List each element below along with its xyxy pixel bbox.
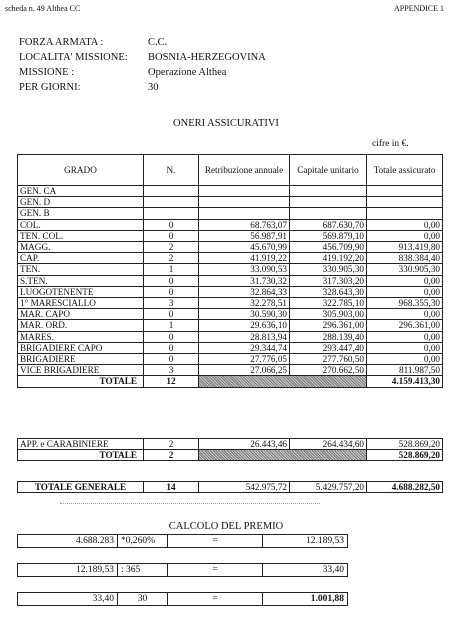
cell-capitale: 330.905,30 [290,264,367,275]
table-row [18,253,443,264]
missione-value: Operazione Althea [148,67,227,78]
cell-retribuzione: 26.443,46 [199,439,290,450]
cell-retribuzione: 56.987,91 [199,230,290,241]
cell-totale: 0,00 [367,354,443,365]
carabinieri-totale-value: 528.869,20 [367,450,443,461]
missione-label: MISSIONE : [19,67,75,78]
localita-label: LOCALITA' MISSIONE: [19,52,128,63]
cell-totale: 528.869,20 [367,439,443,450]
cell-n: 0 [144,354,199,365]
table-row [18,365,443,376]
generale-capitale: 5.429.757,20 [290,482,367,493]
cell-totale: 838.384,40 [367,253,443,264]
cell-n: 0 [144,286,199,297]
calcolo-row [18,593,348,606]
table-row [18,219,443,230]
cell-retribuzione [199,208,290,219]
carabinieri-table [17,438,443,461]
table-row [18,298,443,309]
table-row [18,354,443,365]
cell-retribuzione: 41.919,22 [199,253,290,264]
appendice-label: APPENDICE 1 [393,4,444,13]
cell-grado: LUOGOTENENTE [18,286,144,297]
cell-n: 0 [144,342,199,353]
table-row [18,439,443,450]
cell-capitale [290,197,367,208]
cell-n: 1 [144,264,199,275]
cell-totale: 330.905,30 [367,264,443,275]
cell-grado: MARES. [18,331,144,342]
cell-n: 0 [144,309,199,320]
header-retribuzione: Retribuzione annuale [199,155,290,186]
cell-grado: VICE BRIGADIERE [18,365,144,376]
cell-n: 2 [144,242,199,253]
calcolo-input: 4.688.283 [18,535,118,548]
table-row [18,286,443,297]
header-grado: GRADO [18,155,144,186]
generale-retribuzione: 542.975,72 [199,482,290,493]
carabinieri-hatched-cell [199,450,367,461]
cell-retribuzione: 45.670,99 [199,242,290,253]
cell-retribuzione [199,197,290,208]
cell-grado: COL. [18,219,144,230]
table-row [18,342,443,353]
cell-capitale: 270.662,50 [290,365,367,376]
cell-capitale: 419.192,20 [290,253,367,264]
totale-label: TOTALE [18,376,144,387]
cell-totale: 296.361,00 [367,320,443,331]
cell-capitale: 293.447,40 [290,342,367,353]
totale-generale-table [17,481,443,493]
calcolo-title: CALCOLO DEL PREMIO [168,521,284,532]
cell-grado: TEN. COL. [18,230,144,241]
cell-totale [367,208,443,219]
cell-retribuzione: 28.813,94 [199,331,290,342]
table-header-row [18,155,443,186]
forza-armata-label: FORZA ARMATA : [19,37,104,48]
cell-n: 2 [144,439,199,450]
cell-totale: 0,00 [367,331,443,342]
calcolo-input: 12.189,53 [18,564,118,577]
cell-grado: BRIGADIERE [18,354,144,365]
cell-retribuzione: 30.590,30 [199,309,290,320]
cell-totale: 913.419,80 [367,242,443,253]
cell-n: 0 [144,275,199,286]
cell-n: 3 [144,298,199,309]
calcolo-equals: = [168,564,263,577]
cell-grado: MAR. ORD. [18,320,144,331]
cell-grado: APP. e CARABINIERE [18,439,144,450]
cell-n: 2 [144,253,199,264]
calcolo-table-3 [17,592,348,606]
cell-capitale [290,208,367,219]
cell-retribuzione: 29.636,10 [199,320,290,331]
cell-grado: GEN. B [18,208,144,219]
totale-row [18,376,443,387]
calcolo-row [18,535,348,548]
cell-n [144,208,199,219]
header-n: N. [144,155,199,186]
calcolo-equals: = [168,535,263,548]
table-row [18,264,443,275]
insurance-table [17,154,443,388]
cell-retribuzione: 29.344,74 [199,342,290,353]
cell-grado: GEN. D [18,197,144,208]
totale-n: 12 [144,376,199,387]
cell-totale: 0,00 [367,309,443,320]
cell-totale [367,197,443,208]
header-totale: Totale assicurato [367,155,443,186]
cell-capitale: 296.361,00 [290,320,367,331]
calcolo-result: 33,40 [263,564,348,577]
cell-totale [367,186,443,197]
giorni-value: 30 [148,82,159,93]
cell-totale: 0,00 [367,230,443,241]
cell-retribuzione: 33.090,53 [199,264,290,275]
calcolo-result: 12.189,53 [263,535,348,548]
cell-n [144,197,199,208]
cell-retribuzione: 32.864,33 [199,286,290,297]
currency-note: cifre in €. [372,139,409,149]
scheda-label: scheda n. 49 Althea CC [5,4,81,13]
cell-n: 3 [144,365,199,376]
cell-n: 0 [144,230,199,241]
cell-grado: GEN. CA [18,186,144,197]
calcolo-table-1 [17,534,348,548]
carabinieri-totale-row [18,450,443,461]
cell-capitale: 322.785,10 [290,298,367,309]
cell-capitale: 317.303,20 [290,275,367,286]
cell-capitale: 264.434,60 [290,439,367,450]
cell-capitale: 456.709,90 [290,242,367,253]
calcolo-operator: : 365 [118,564,168,577]
section-title: ONERI ASSICURATIVI [173,118,279,129]
cell-grado: TEN. [18,264,144,275]
generale-n: 14 [144,482,199,493]
calcolo-result: 1.001,88 [263,593,348,606]
table-row [18,331,443,342]
totale-generale-row [18,482,443,493]
cell-totale: 0,00 [367,275,443,286]
carabinieri-totale-n: 2 [144,450,199,461]
forza-armata-value: C.C. [148,37,168,48]
cell-totale: 0,00 [367,286,443,297]
carabinieri-totale-label: TOTALE [18,450,144,461]
calcolo-equals: = [168,593,263,606]
table-row [18,275,443,286]
cell-n: 1 [144,320,199,331]
cell-retribuzione: 32.278,51 [199,298,290,309]
localita-value: BOSNIA-HERZEGOVINA [148,52,266,63]
cell-n: 0 [144,331,199,342]
generale-label: TOTALE GENERALE [18,482,144,493]
calcolo-input: 33,40 [18,593,118,606]
cell-capitale: 569.879,10 [290,230,367,241]
header-capitale: Capitale unitario [290,155,367,186]
cell-capitale: 277.760,50 [290,354,367,365]
cell-retribuzione: 27.066,25 [199,365,290,376]
cell-totale: 0,00 [367,219,443,230]
cell-capitale: 687.630,70 [290,219,367,230]
calcolo-table-2 [17,563,348,577]
cell-grado: MAGG. [18,242,144,253]
cell-capitale [290,186,367,197]
table-row [18,242,443,253]
cell-grado: 1° MARESCIALLO [18,298,144,309]
table-row [18,186,443,197]
cell-retribuzione: 27.776,05 [199,354,290,365]
cell-grado: S.TEN. [18,275,144,286]
table-row [18,230,443,241]
table-row [18,208,443,219]
cell-retribuzione: 31.730,32 [199,275,290,286]
calcolo-operator: 30 [118,593,168,606]
cell-grado: MAR. CAPO [18,309,144,320]
cell-capitale: 288.139,40 [290,331,367,342]
cell-n [144,186,199,197]
calcolo-row [18,564,348,577]
totale-hatched-cell [199,376,367,387]
cell-grado: CAP. [18,253,144,264]
cell-n: 0 [144,219,199,230]
cell-retribuzione [199,186,290,197]
totale-value: 4.159.413,30 [367,376,443,387]
generale-totale: 4.688.282,50 [367,482,443,493]
cell-grado: BRIGADIERE CAPO [18,342,144,353]
cell-totale: 0,00 [367,342,443,353]
giorni-label: PER GIORNI: [19,82,81,93]
divider [60,503,320,504]
cell-totale: 968.355,30 [367,298,443,309]
cell-capitale: 305.903,00 [290,309,367,320]
cell-retribuzione: 68.763,07 [199,219,290,230]
table-row [18,309,443,320]
table-row [18,197,443,208]
cell-capitale: 328.643,30 [290,286,367,297]
table-row [18,320,443,331]
calcolo-operator: *0,260% [118,535,168,548]
cell-totale: 811.987,50 [367,365,443,376]
